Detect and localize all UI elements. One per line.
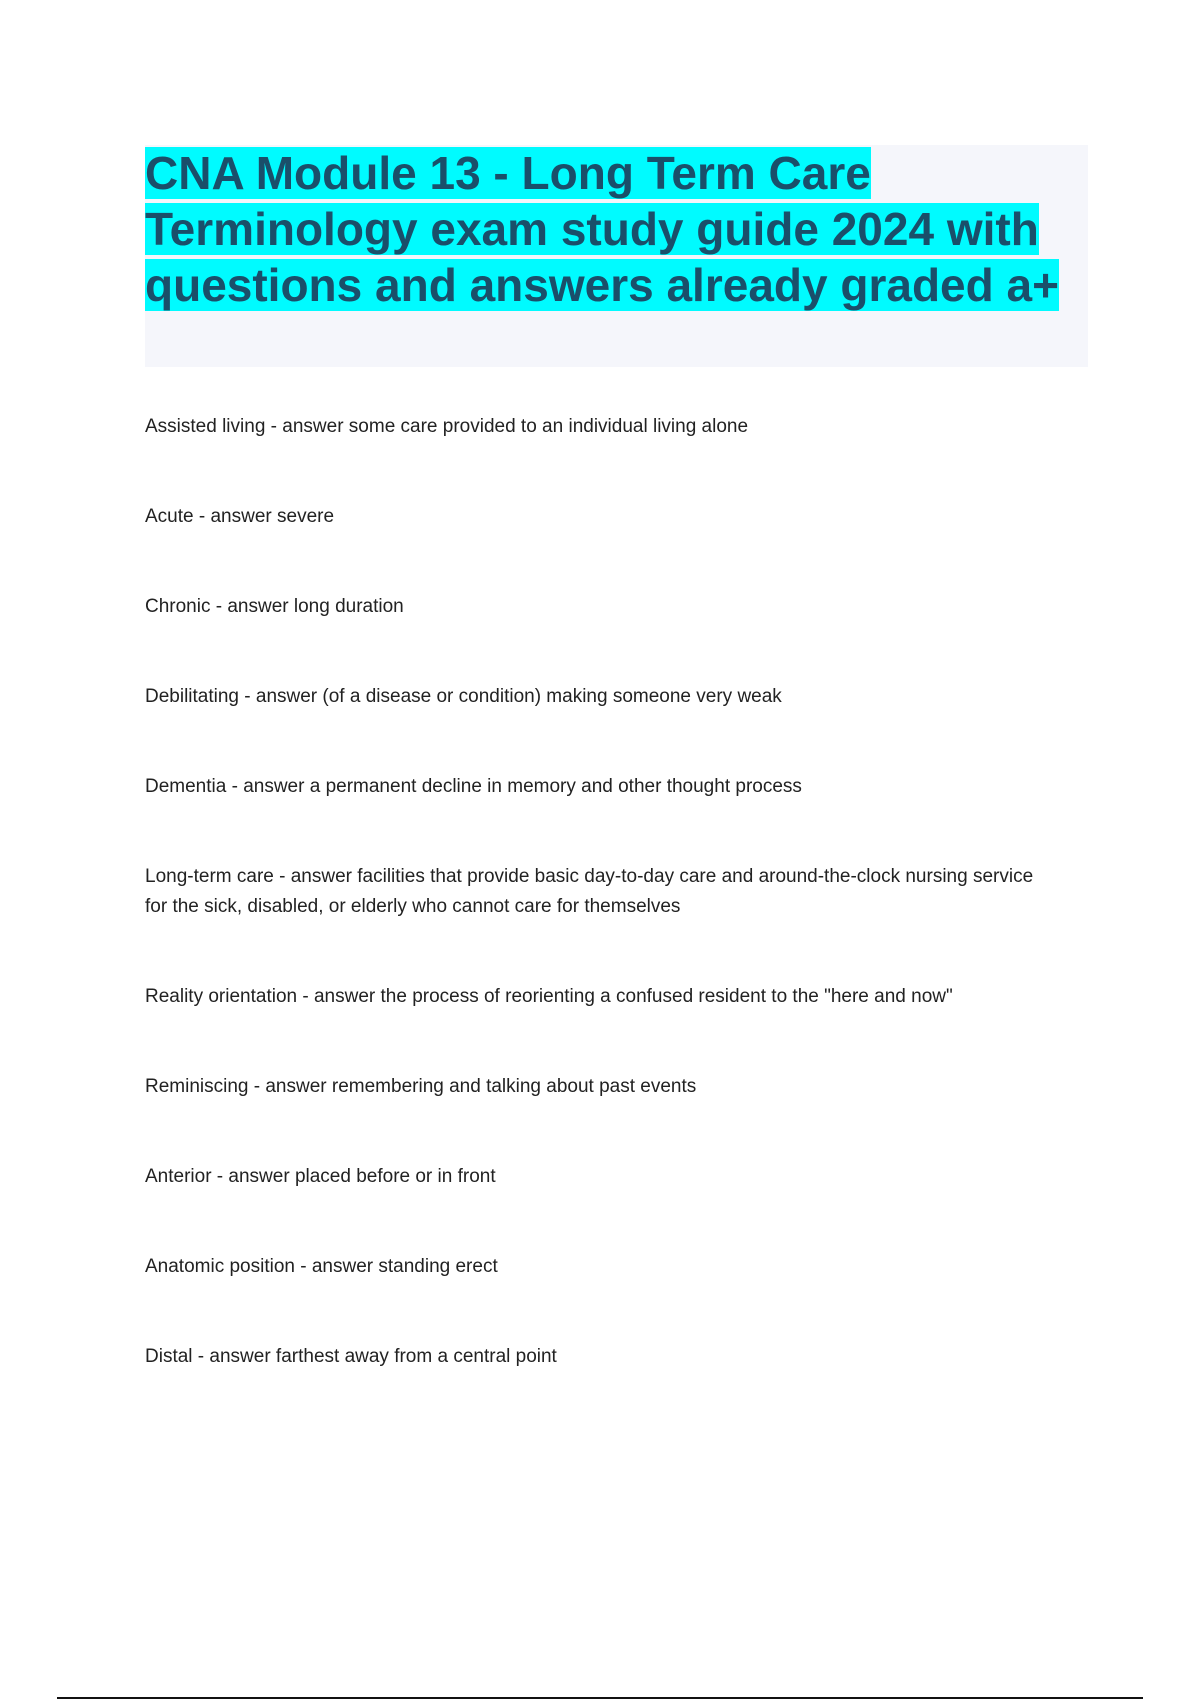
term-entry-reality-orientation: Reality orientation - answer the process of reorienting a confused resident to the "here and now" [145,986,953,1007]
term-entry-debilitating: Debilitating - answer (of a disease or condition) making someone very weak [145,686,782,707]
document-title-highlight: CNA Module 13 - Long Term Care Terminology exam study guide 2024 with questions and answers already graded a+ [145,147,1059,311]
term-entry-acute: Acute - answer severe [145,506,335,527]
term-entry-anterior: Anterior - answer placed before or in front [145,1166,496,1187]
term-entry-reminiscing: Reminiscing - answer remembering and talking about past events [145,1076,697,1097]
term-entry-long-term-care: Long-term care - answer facilities that provide basic day-to-day care and around-the-clock nursing service for the sick, disabled, or elderly who cannot care for themselves [145,866,1034,917]
footer-rule [57,1697,1143,1699]
term-list [145,412,1045,1432]
term-entry-anatomic-position: Anatomic position - answer standing erect [145,1256,498,1277]
title-block [145,145,1088,367]
term-entry-chronic: Chronic - answer long duration [145,596,404,617]
document-title [145,145,1088,313]
term-entry-dementia: Dementia - answer a permanent decline in memory and other thought process [145,776,802,797]
term-entry-assisted-living: Assisted living - answer some care provided to an individual living alone [145,416,749,437]
term-entry-distal: Distal - answer farthest away from a central point [145,1346,557,1367]
